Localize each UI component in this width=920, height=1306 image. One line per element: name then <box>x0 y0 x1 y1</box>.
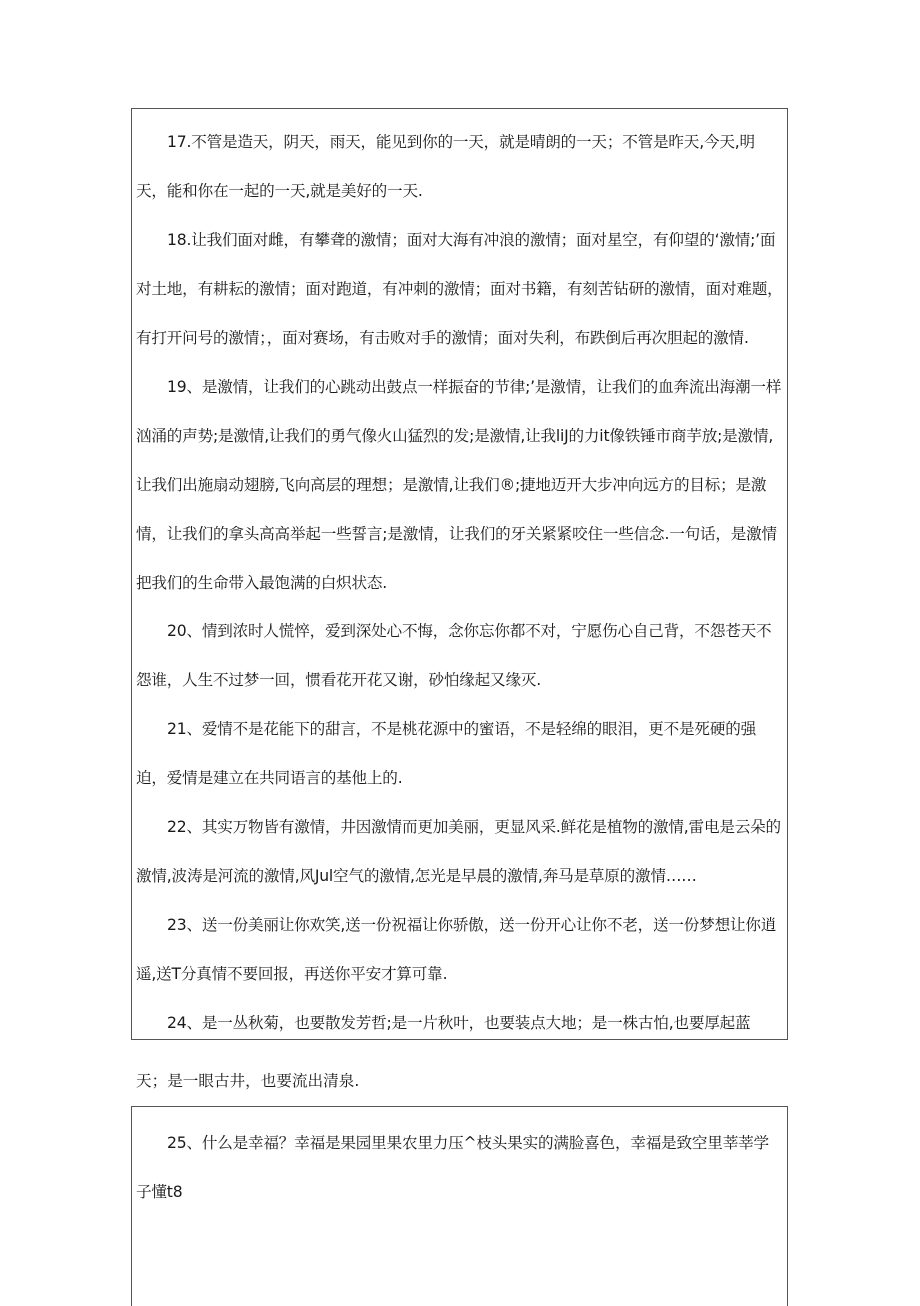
paragraph-24-continuation: 天；是一眼古井，也要流出清泉. <box>136 1072 360 1090</box>
paragraph-25: 25、什么是幸福？幸福是果园里果农里力压^枝头果实的满脸喜色，幸福是致空里莘莘学子懂t8 <box>136 1134 769 1201</box>
paragraph-24: 24、是一丛秋菊，也要散发芳哲;是一片秋叶，也要装点大地；是一株古怕,也要厚起蓝 <box>167 1014 751 1032</box>
paragraph-21: 21、爱情不是花能下的甜言，不是桃花源中的蜜语，不是轻绵的眼泪，更不是死硬的强迫，爱情是建立在共同语言的基他上的. <box>136 720 757 787</box>
paragraph-20: 20、情到浓时人慌悴，爱到深处心不悔，念你忘你都不对，宁愿伤心自己背，不怨苍天不怨谁，人生不过梦一回，惯看花开花又谢，砂怕缘起又缘灭. <box>136 622 772 689</box>
paragraph-22: 22、其实万物皆有激情，井因激情而更加美丽，更显风采.鲜花是植物的激情,雷电是云朵的激情,波涛是河流的激情,风Jul空气的激情,怎光是早晨的激情,奔马是草原的激情…… <box>136 818 781 885</box>
paragraph-18: 18.让我们面对雌，有攀聋的激情；面对大海有冲浪的激情；面对星空，有仰望的‘激情;’面对土地，有耕耘的激情；面对跑道，有冲刺的激情；面对书籍，有刻苦钻研的激情，面对难题，有打开问号的激情；，面对赛场，有击败对手的激情；面对失利，布跌倒后再次胆起的激情. <box>136 231 783 347</box>
paragraph-23: 23、送一份美丽让你欢笑,送一份祝福让你骄傲，送一份开心让你不老，送一份梦想让你逍遥,送T分真情不要回报，再送你平安才算可靠. <box>136 916 777 983</box>
paragraph-19: 19、是激情，让我们的心跳动出鼓点一样振奋的节律;’是激情，让我们的血奔流出海潮一样汹涌的声势;是激情,让我们的勇气像火山猛烈的发;是激情,让我liJ的力it像铁锤市商芋放;是激情,让我们出施扇动翅膀,飞向高层的理想；是激情,让我们®;捷地迈开大步冲向远方的目标；是激情，让我们的拿头高高举起一些誓言;是激情，让我们的牙关紧紧咬住一些信念.一句话，是激情把我们的生命带入最饱满的白炽状态. <box>136 378 782 592</box>
paragraph-17: 17.不管是造天，阴天，雨天，能见到你的一天，就是晴朗的一天；不管是昨天,今天,明天，能和你在一起的一天,就是美好的一天. <box>136 133 755 200</box>
